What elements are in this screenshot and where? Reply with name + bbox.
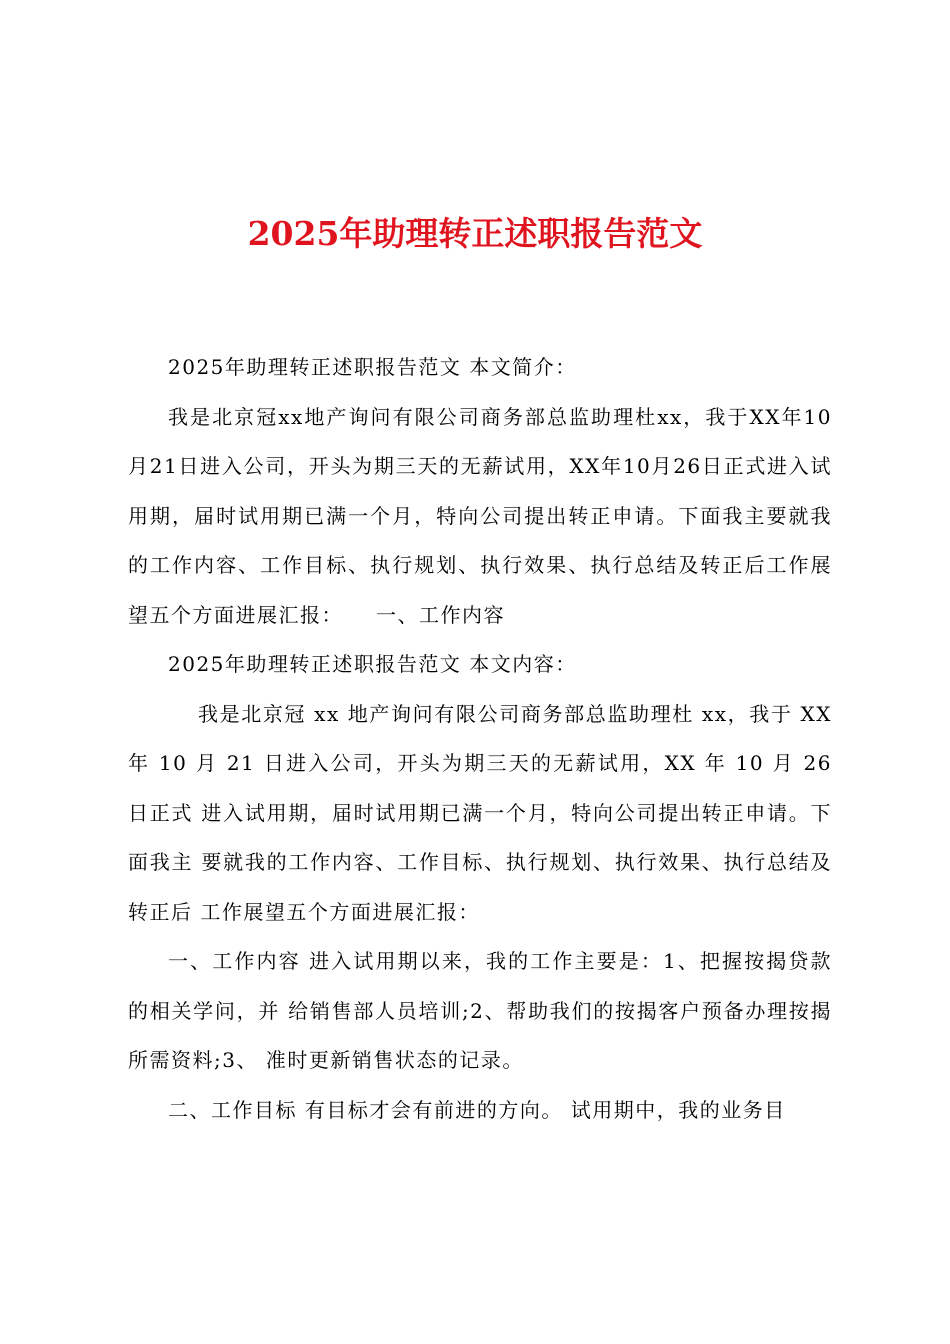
intro-paragraph: 我是北京冠xx地产询问有限公司商务部总监助理杜xx，我于XX年10月21日进入公司，开头为期三天的无薪试用，XX年10月26日正式进入试用期，届时试用期已满一个月，特向公司提出转正申请。下面我主要就我的工作内容、工作目标、执行规划、执行效果、执行总结及转正后工作展望五个方面进展汇报： 一、工作内容 xyxy=(128,404,832,627)
content-heading: 2025年助理转正述职报告范文 本文内容： xyxy=(168,652,577,676)
content-paragraph: 我是北京冠 xx 地产询问有限公司商务部总监助理杜 xx，我于 XX 年 10 月 21 日进入公司，开头为期三天的无薪试用，XX 年 10 月 26 日正式 进入试用期，届时试用期已满一个月，特向公司提出转正申请。下面我主 要就我的工作内容、工作目标、执行规划、执行效果、执行总结及转正后 工作展望五个方面进展汇报： xyxy=(128,701,832,924)
work-goals-paragraph: 二、工作目标 有目标才会有前进的方向。 试用期中，我的业务目 xyxy=(168,1097,786,1122)
document-title: 2025年助理转正述职报告范文 xyxy=(247,214,703,253)
document-body xyxy=(128,343,832,1135)
work-content-paragraph: 一、工作内容 进入试用期以来，我的工作主要是：1、把握按揭贷款的相关学问，并 给销售部人员培训;2、帮助我们的按揭客户预备办理按揭所需资料;3、 准时更新销售状态的记录。 xyxy=(128,949,832,1072)
intro-heading: 2025年助理转正述职报告范文 本文简介： xyxy=(168,355,577,379)
